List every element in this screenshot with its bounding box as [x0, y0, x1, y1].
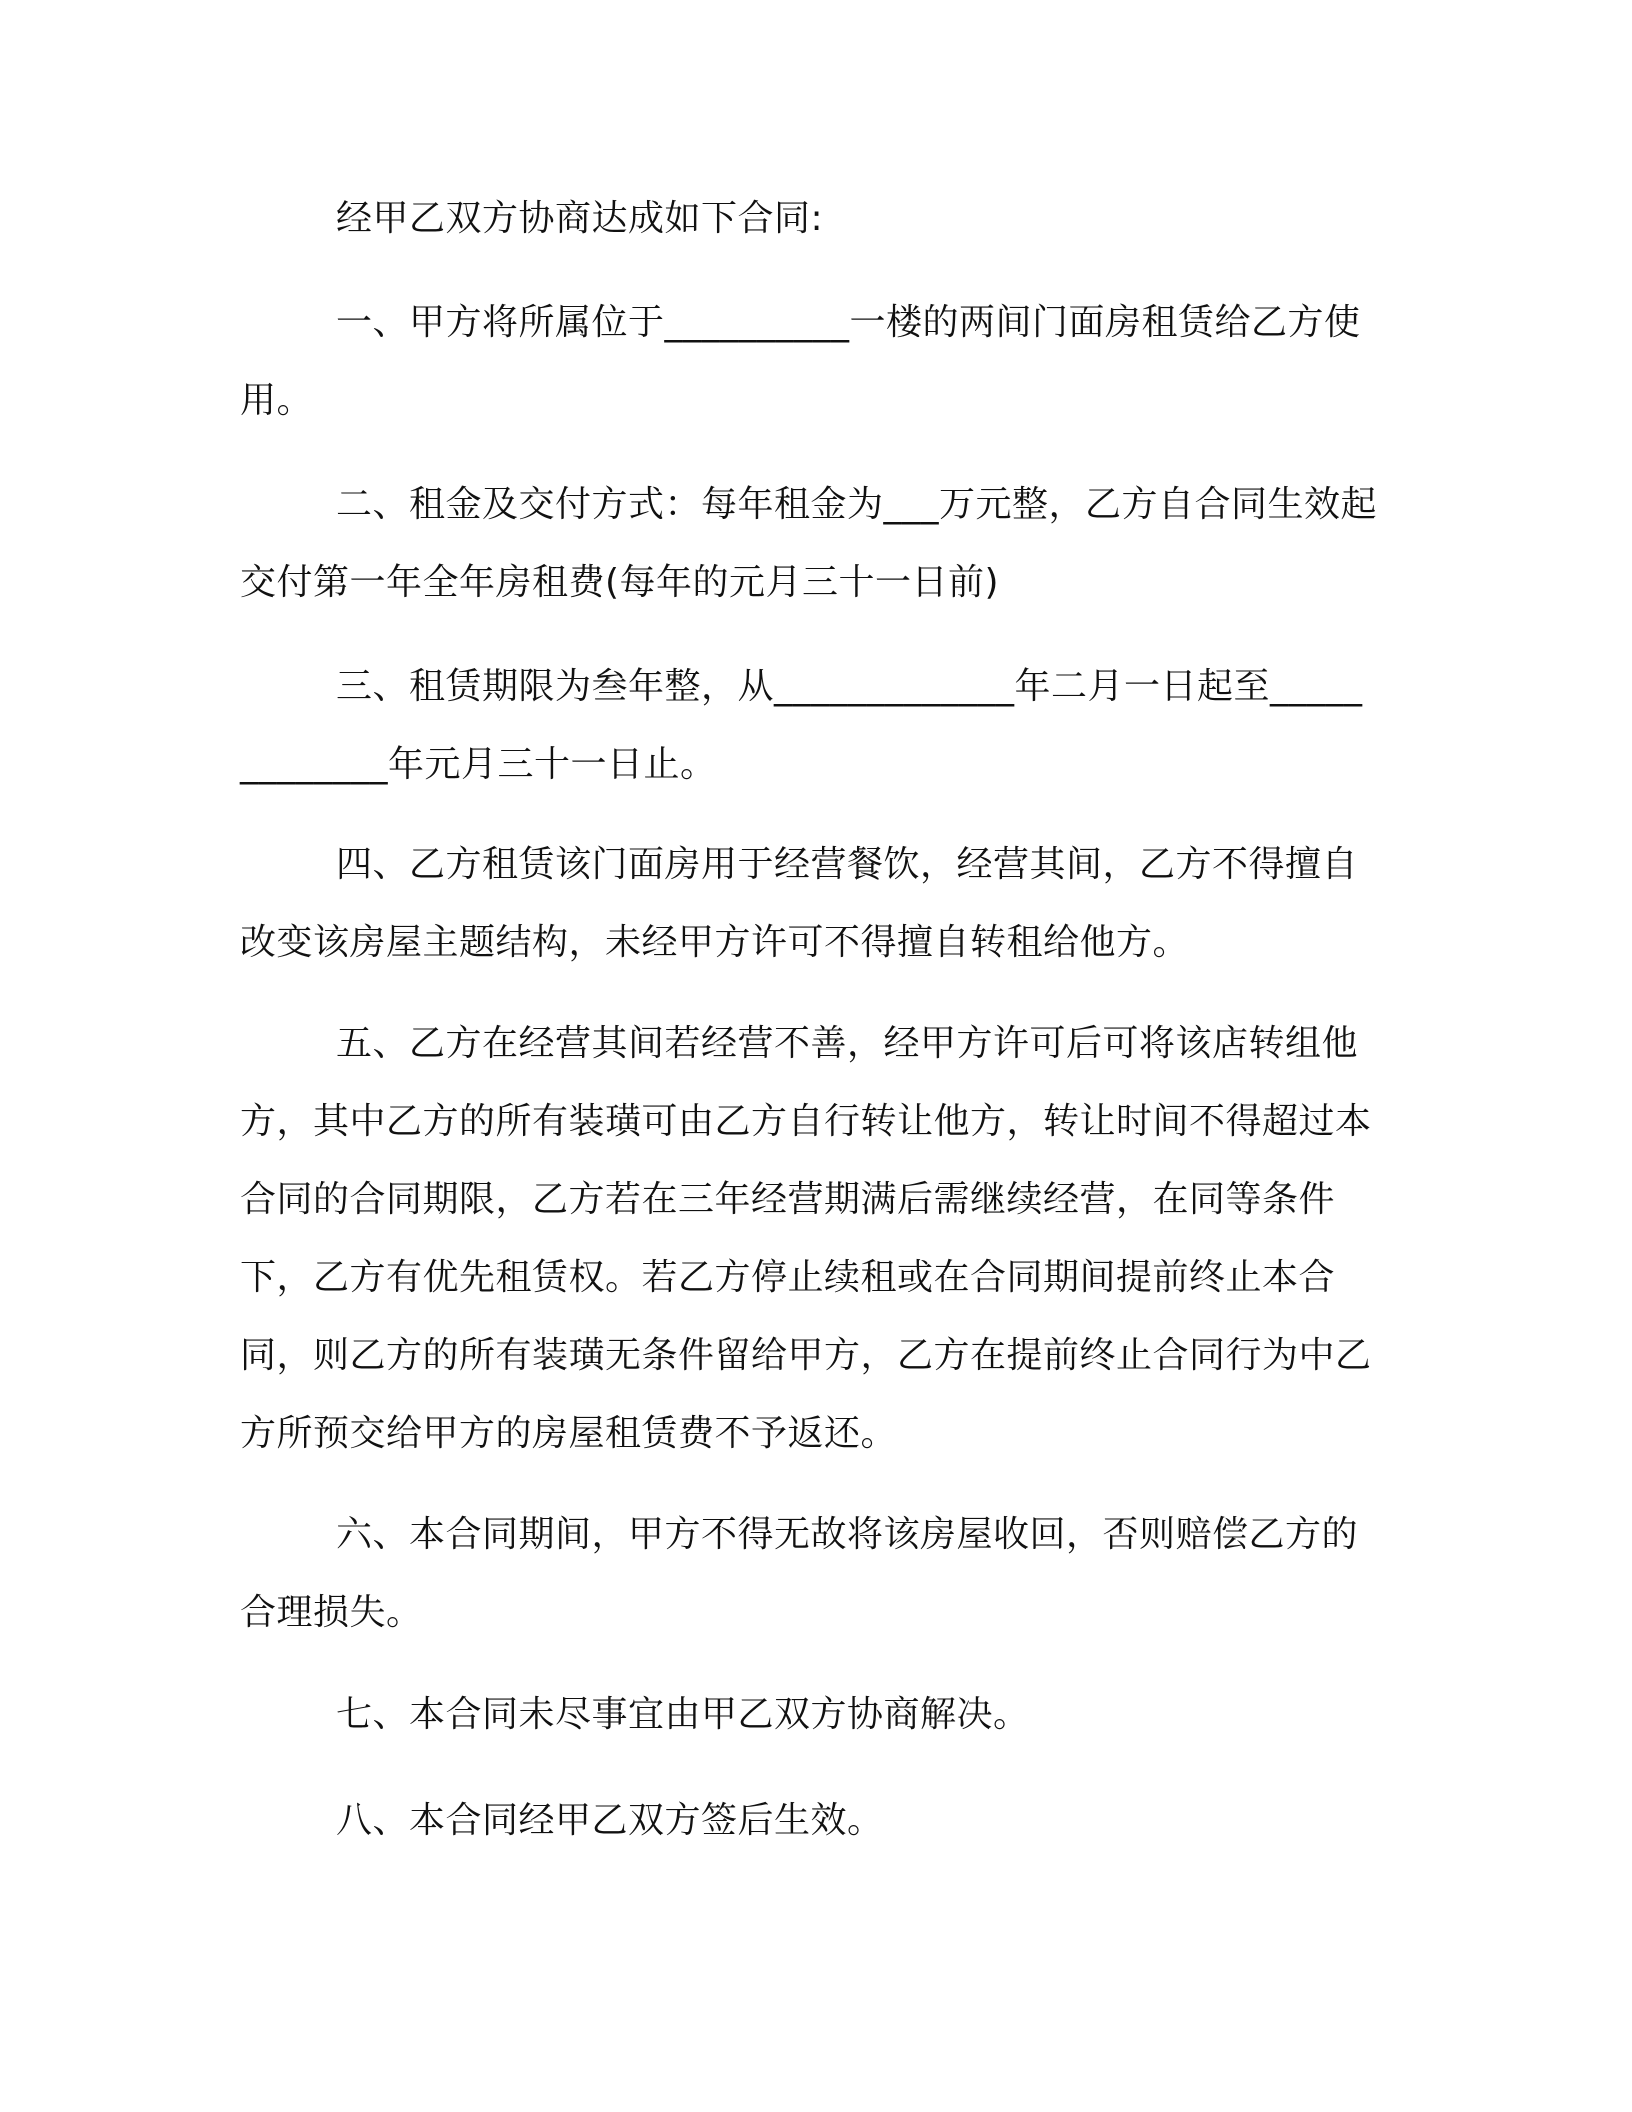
clause-4: 四、乙方租赁该门面房用于经营餐饮，经营其间，乙方不得擅自改变该房屋主题结构，未经甲方许可不得擅自转租给他方。 [240, 844, 1359, 963]
clause-7: 七、本合同未尽事宜由甲乙双方协商解决。 [336, 1694, 1030, 1735]
clause-6: 六、本合同期间，甲方不得无故将该房屋收回，否则赔偿乙方的合理损失。 [240, 1514, 1359, 1633]
clause-3: 三、租赁期限为叁年整，从_____________年二月一日起至_____________年元月三十一日止。 [240, 666, 1363, 785]
clause-5: 五、乙方在经营其间若经营不善，经甲方许可后可将该店转组他方，其中乙方的所有装璜可由乙方自行转让他方，转让时间不得超过本合同的合同期限，乙方若在三年经营期满后需继续经营，在同等条件下，乙方有优先租赁权。若乙方停止续租或在合同期间提前终止本合同，则乙方的所有装璜无条件留给甲方，乙方在提前终止合同行为中乙方所预交给甲方的房屋租赁费不予返还。 [240, 1023, 1372, 1454]
document-page [240, 0, 1380, 2112]
clause-1: 一、甲方将所属位于__________一楼的两间门面房租赁给乙方使用。 [240, 302, 1361, 421]
contract-intro: 经甲乙双方协商达成如下合同: [336, 198, 824, 239]
clause-8: 八、本合同经甲乙双方签后生效。 [336, 1800, 884, 1841]
clause-2: 二、租金及交付方式：每年租金为___万元整，乙方自合同生效起交付第一年全年房租费(每年的元月三十一日前) [240, 484, 1378, 603]
